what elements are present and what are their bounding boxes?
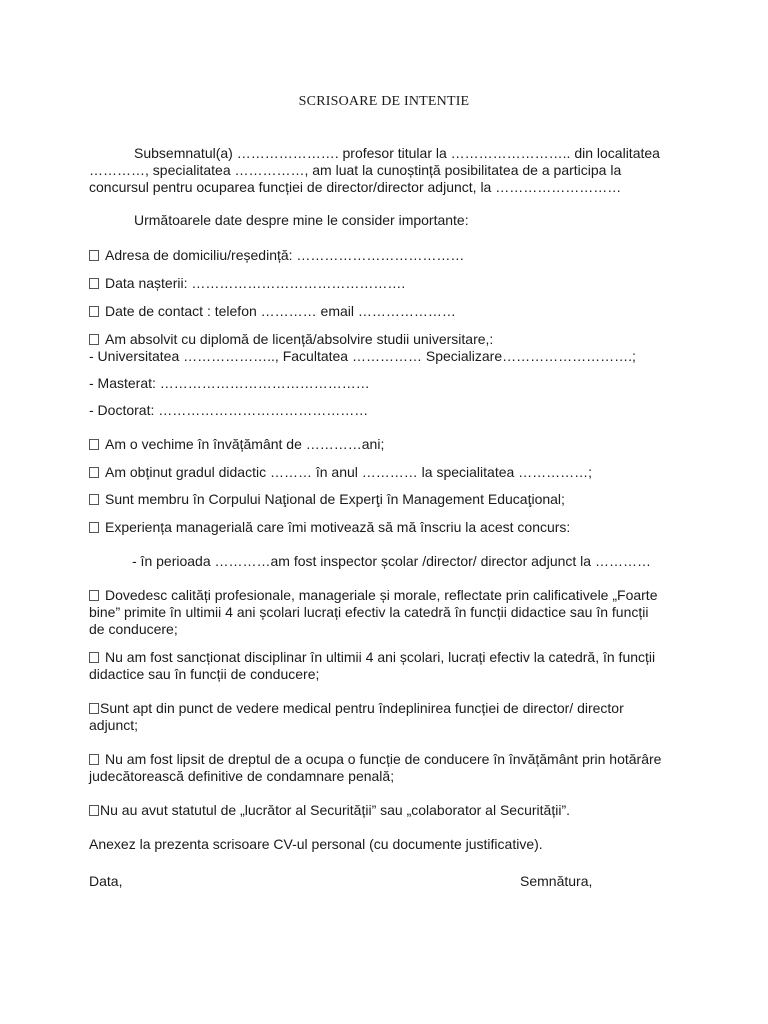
- security-item: [89, 802, 689, 819]
- rights-text-1: Nu am fost lipsit de dreptul de a ocupa o funcție de conducere în învățământ prin hotărâre: [105, 751, 662, 767]
- intro-line-2: …………, specialitatea ……………, am luat la cunoștință posibilitatea de a participa la: [89, 162, 622, 178]
- degree-item: [89, 464, 689, 481]
- sanction-item: [89, 649, 689, 666]
- date-label: Data,: [89, 873, 123, 889]
- checkbox-icon: [89, 805, 99, 816]
- degree-text: Am obținut gradul didactic ……… în anul ………… la specialitatea ……………;: [105, 464, 593, 480]
- checkbox-icon: [89, 467, 99, 478]
- intro-line-1: Subsemnatul(a) …………………. profesor titular la …………………….. din localitatea: [134, 145, 660, 161]
- address-item: [89, 247, 689, 264]
- checkbox-icon: [89, 494, 99, 505]
- checkbox-icon: [89, 703, 99, 714]
- contact-item: [89, 303, 689, 320]
- qualities-text-1: Dovedesc calități profesionale, manageriale și morale, reflectate prin calificativele „Foarte: [105, 587, 658, 603]
- member-item: [89, 491, 689, 508]
- checkbox-icon: [89, 590, 99, 601]
- studies-item: [89, 331, 689, 348]
- checkbox-icon: [89, 754, 99, 765]
- qualities-item: [89, 587, 689, 604]
- checkbox-icon: [89, 652, 99, 663]
- sanction-text-2: didactice sau în funcții de conducere;: [89, 666, 320, 682]
- sanction-text-1: Nu am fost sancționat disciplinar în ultimii 4 ani școlari, lucrați efectiv la catedră, în funcții: [105, 649, 656, 665]
- checkbox-icon: [89, 278, 99, 289]
- seniority-text: Am o vechime în învățământ de …………ani;: [105, 436, 385, 452]
- seniority-item: [89, 436, 689, 453]
- studies-text: Am absolvit cu diplomă de licență/absolvire studii universitare,:: [105, 331, 494, 347]
- rights-item: [89, 751, 689, 768]
- doctorate-line: - Doctorat: ………………………………………: [89, 402, 369, 418]
- security-text: Nu au avut statutul de „lucrător al Securității” sau „colaborator al Securității”.: [100, 802, 570, 818]
- intro-line-3: concursul pentru ocuparea funcției de director/director adjunct, la ………………………: [89, 179, 622, 195]
- lead-text: Următoarele date despre mine le consider importante:: [134, 212, 469, 228]
- medical-text-1: Sunt apt din punct de vedere medical pentru îndeplinirea funcției de director/ director: [100, 700, 624, 716]
- period-line: - în perioada …………am fost inspector școlar /director/ director adjunct la …………: [132, 553, 651, 569]
- rights-text-2: judecătorească definitive de condamnare penală;: [89, 768, 395, 784]
- checkbox-icon: [89, 306, 99, 317]
- annex-text: Anexez la prezenta scrisoare CV-ul personal (cu documente justificative).: [89, 836, 543, 852]
- masters-line: - Masterat: ………………………………………: [89, 375, 370, 391]
- birth-item: [89, 275, 689, 292]
- checkbox-icon: [89, 522, 99, 533]
- checkbox-icon: [89, 334, 99, 345]
- contact-text: Date de contact : telefon ………… email …………………: [105, 303, 456, 319]
- university-line: - Universitatea ……………….., Facultatea …………… Specializare……………………….;: [89, 348, 636, 364]
- signature-label: Semnătura,: [520, 873, 593, 889]
- medical-item: [89, 700, 689, 717]
- qualities-text-2: bine” primite în ultimii 4 ani școlari lucrați efectiv la catedră în funcții didactice sau în funcții: [89, 604, 649, 620]
- checkbox-icon: [89, 439, 99, 450]
- document-title: SCRISOARE DE INTENTIE: [298, 94, 470, 109]
- checkbox-icon: [89, 250, 99, 261]
- address-text: Adresa de domiciliu/reședință: ………………………………: [105, 247, 465, 263]
- birth-text: Data nașterii: ……………………………………….: [105, 275, 406, 291]
- experience-item: [89, 519, 689, 536]
- member-text: Sunt membru în Corpului Naţional de Experţi în Management Educaţional;: [105, 491, 565, 507]
- experience-text: Experiența managerială care îmi motivează să mă înscriu la acest concurs:: [105, 519, 571, 535]
- medical-text-2: adjunct;: [89, 717, 139, 733]
- qualities-text-3: de conducere;: [89, 621, 178, 637]
